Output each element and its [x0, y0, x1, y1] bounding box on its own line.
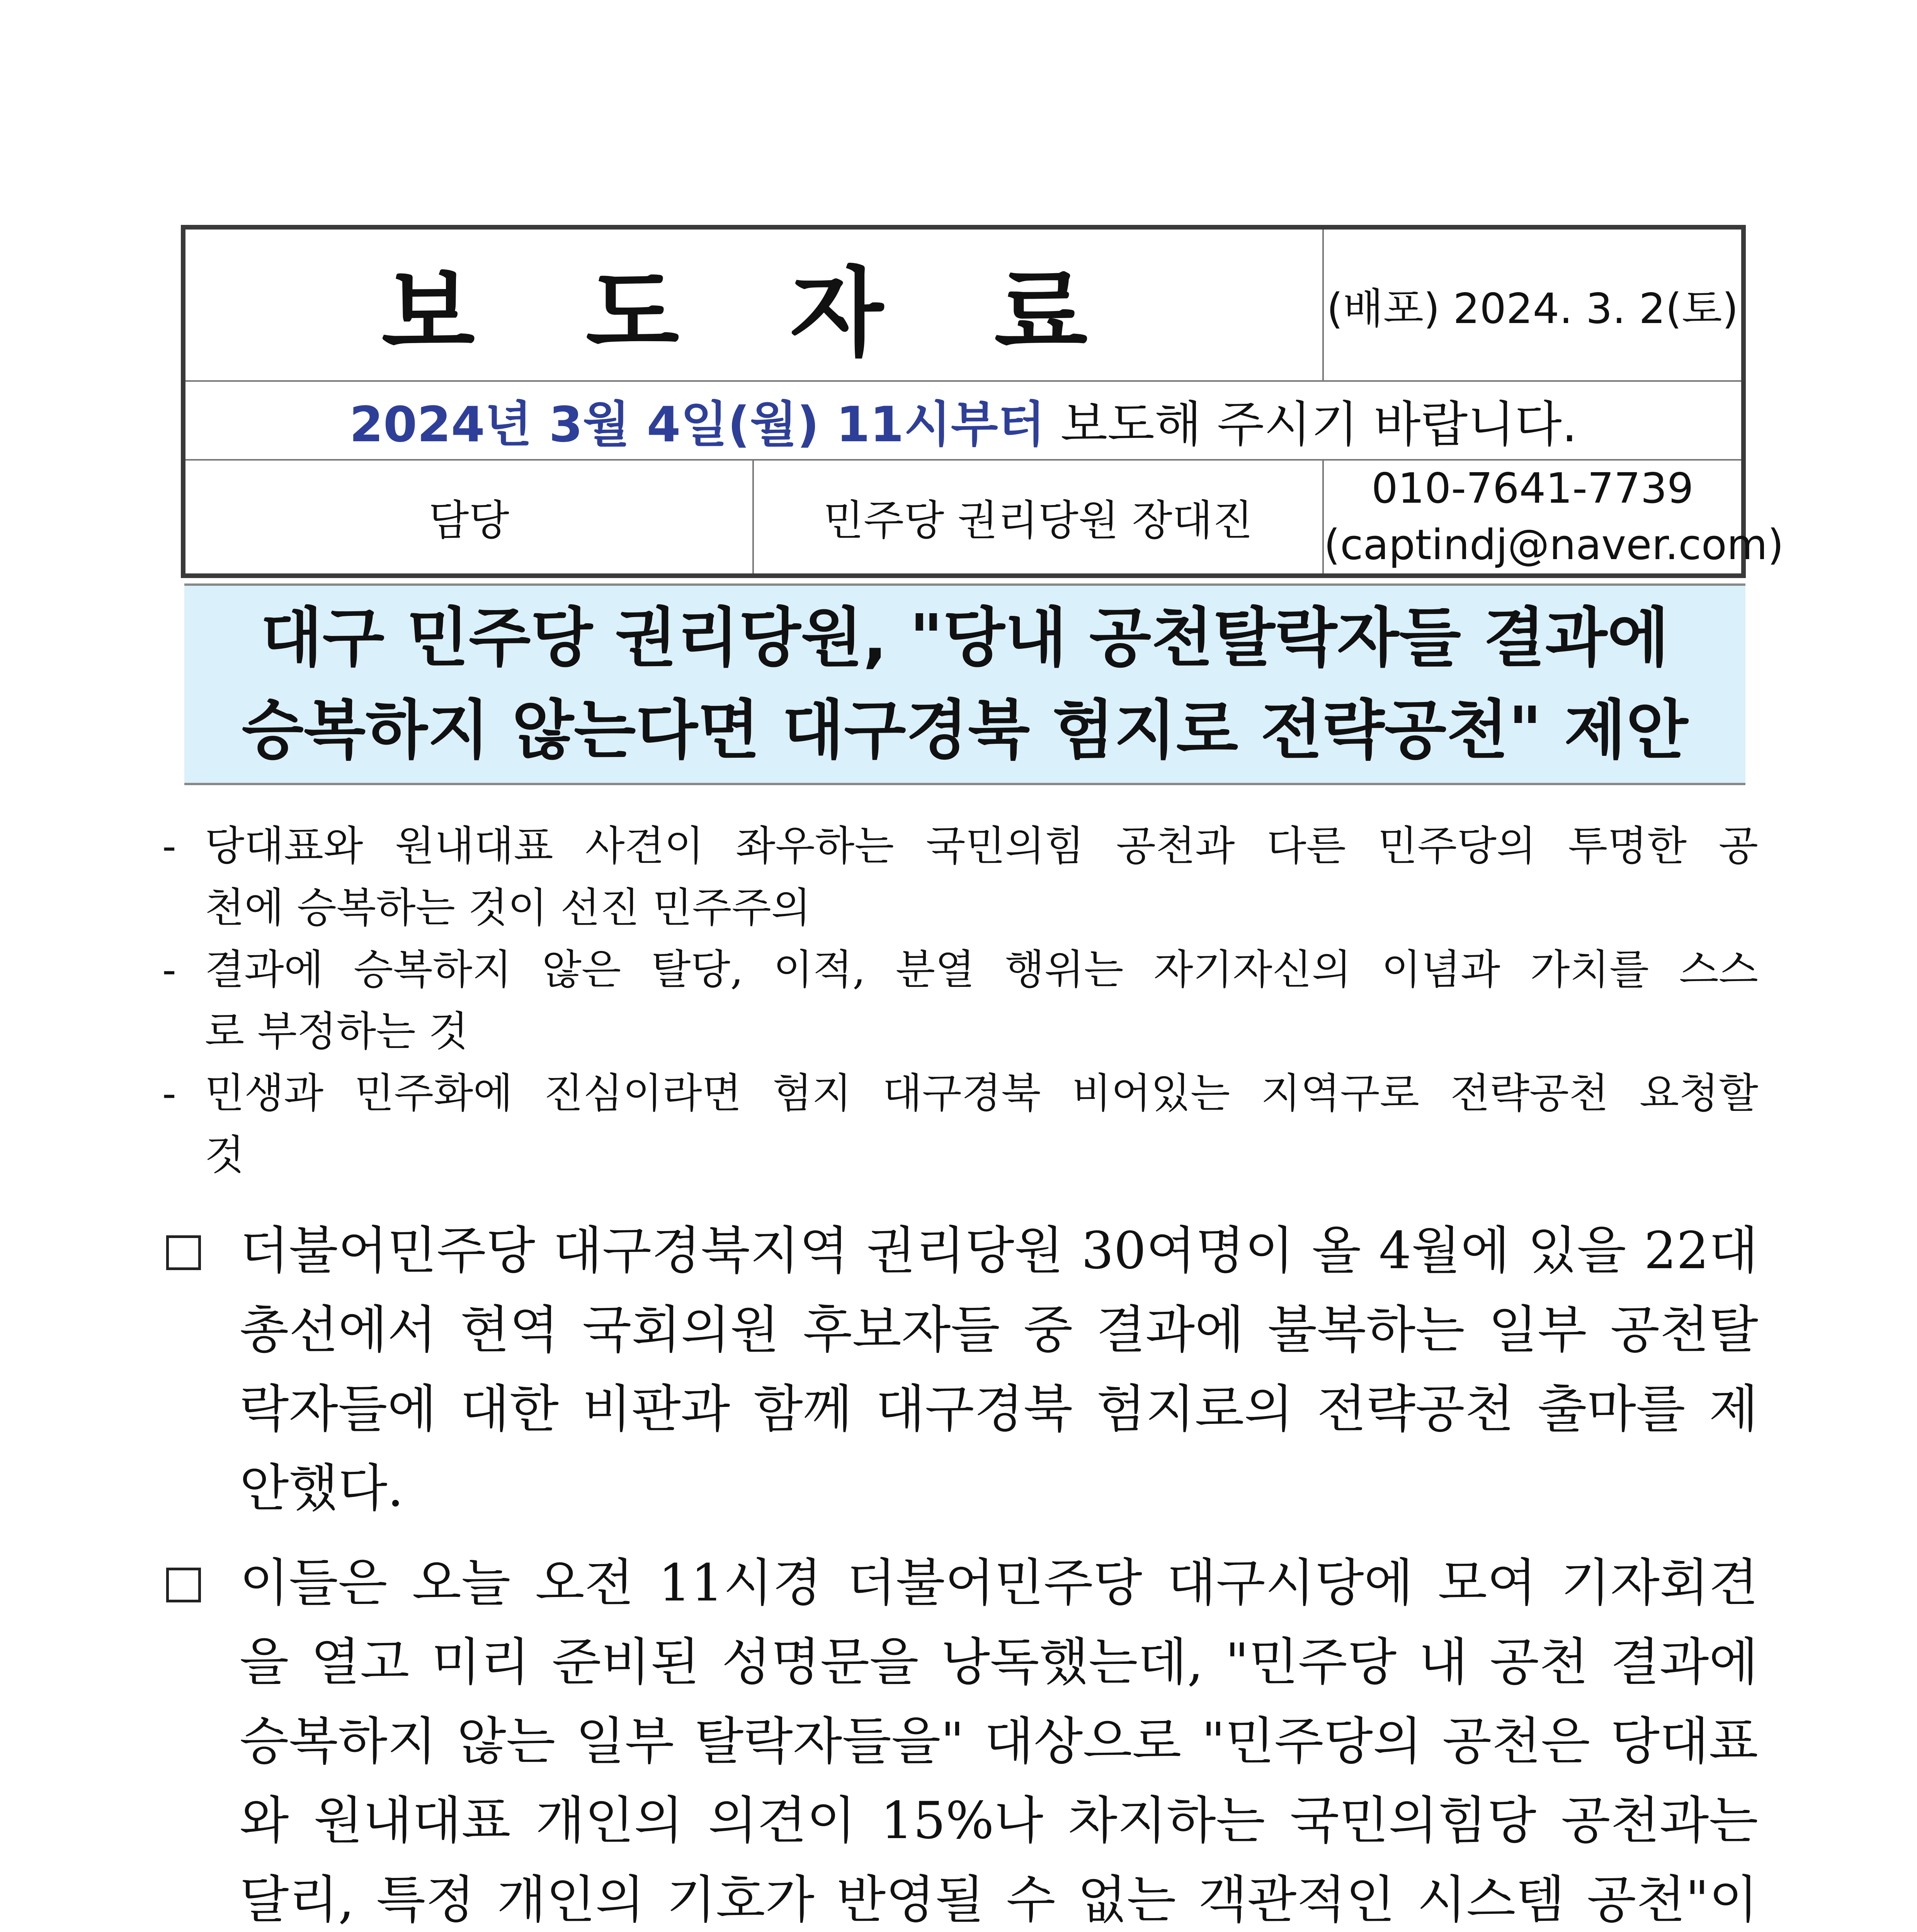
paragraph-line: 와 원내대표 개인의 의견이 15%나 차지하는 국민의힘당 공천과는: [240, 1791, 1758, 1850]
contact-email: (captindj@naver.com): [1324, 520, 1784, 569]
summary-line: 천에 승복하는 것이 선진 민주주의: [205, 884, 811, 932]
summary-line: 것: [205, 1131, 245, 1179]
headline-line: 대구 민주당 권리당원, "당내 공천탈락자들 결과에: [260, 600, 1669, 675]
headline-line: 승복하지 않는다면 대구경북 험지로 전략공천" 제안: [242, 693, 1688, 768]
embargo-text: 보도해 주시기 바랍니다.: [1060, 396, 1577, 453]
contact-label: 담당: [183, 460, 753, 576]
paragraph-line: 락자들에 대한 비판과 함께 대구경북 험지로의 전략공천 출마를 제: [240, 1379, 1758, 1439]
press-release-header: [181, 225, 1784, 578]
body-paragraph: [162, 1211, 1758, 1528]
summary-line: 로 부정하는 것: [205, 1008, 468, 1055]
paragraph-line: 안했다.: [240, 1459, 404, 1518]
checkbox-square-icon: [166, 1235, 201, 1270]
paragraph-line: 총선에서 현역 국회의원 후보자들 중 결과에 불복하는 일부 공천탈: [240, 1300, 1758, 1360]
summary-item: [162, 1063, 1758, 1186]
summary-line: 민생과 민주화에 진심이라면 험지 대구경북 비어있는 지역구로 전략공천 요청할: [205, 1070, 1758, 1117]
paragraph-line: 승복하지 않는 일부 탈락자들을" 대상으로 "민주당의 공천은 당대표: [240, 1712, 1758, 1771]
summary-item: [162, 815, 1758, 939]
paragraph-line: 이들은 오늘 오전 11시경 더불어민주당 대구시당에 모여 기자회견: [240, 1553, 1758, 1613]
embargo-date: 2024년 3월 4일(월) 11시부터: [349, 396, 1045, 453]
summary-item: [162, 939, 1758, 1063]
paragraph-line: 달리, 특정 개인의 기호가 반영될 수 없는 객관적인 시스템 공천"이: [240, 1870, 1758, 1930]
paragraph-line: 더불어민주당 대구경북지역 권리당원 30여명이 올 4월에 있을 22대: [240, 1221, 1758, 1281]
contact-name: 민주당 권리당원 장대진: [753, 460, 1323, 576]
contact-phone: 010-7641-7739: [1371, 464, 1694, 513]
summary-line: 당대표와 원내대표 사견이 좌우하는 국민의힘 공천과 다른 민주당의 투명한 공: [205, 822, 1758, 870]
paragraph-line: 을 열고 미리 준비된 성명문을 낭독했는데, "민주당 내 공천 결과에: [240, 1633, 1758, 1692]
embargo-notice: [183, 381, 1744, 460]
checkbox-square-icon: [166, 1568, 201, 1602]
dash-marker: -: [162, 822, 176, 870]
summary-line: 결과에 승복하지 않은 탈당, 이적, 분열 행위는 자기자신의 이념과 가치를 스스: [205, 946, 1758, 993]
summary-list: [162, 815, 1758, 1186]
dash-marker: -: [162, 946, 176, 993]
contact-info: [1323, 460, 1784, 576]
dash-marker: -: [162, 1070, 176, 1117]
document-title: 보 도 자 료: [183, 227, 1323, 381]
headline: [184, 583, 1745, 785]
body-paragraph: [162, 1544, 1758, 1932]
release-date: (배포) 2024. 3. 2(토): [1323, 227, 1744, 381]
